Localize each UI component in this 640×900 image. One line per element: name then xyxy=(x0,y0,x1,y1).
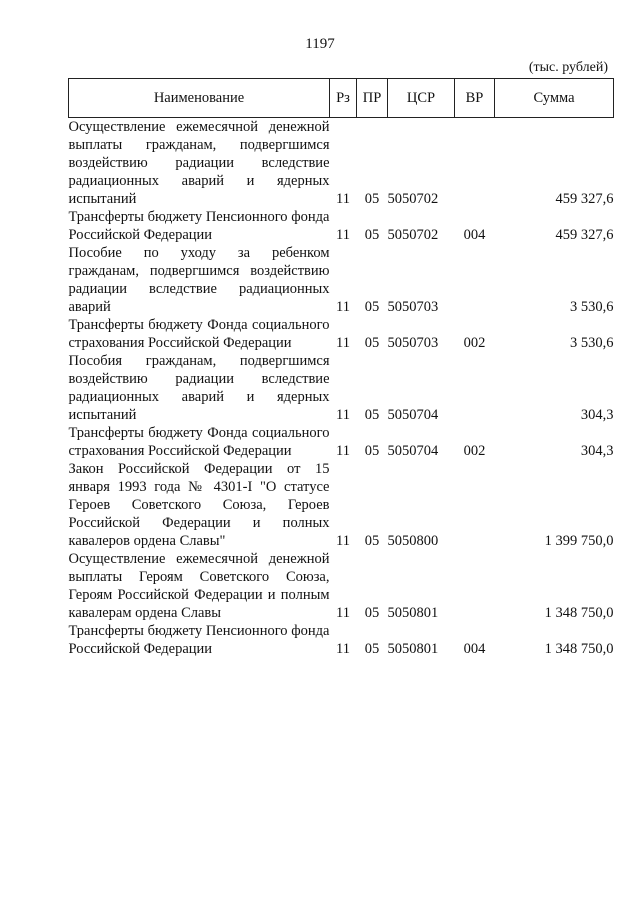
row-vr: 002 xyxy=(463,335,486,351)
row-pr: 05 xyxy=(364,335,380,351)
row-csr: 5050703 xyxy=(387,335,439,351)
row-pr: 05 xyxy=(364,407,380,423)
row-sum: 459 327,6 xyxy=(555,191,614,207)
row-name: Закон Российской Федерации от 15 января 1993 года № 4301-I "О статусе Героев Советского Союза, Героев Российской Федерации и полных кавалеров ордена Славы" xyxy=(68,461,330,549)
budget-table xyxy=(68,78,614,658)
row-csr: 5050703 xyxy=(387,299,439,315)
row-name: Осуществление ежемесячной денежной выплаты гражданам, подвергшимся воздействию радиации вследствие радиационных аварий и ядерных испытаний xyxy=(68,119,330,207)
header-name: Наименование xyxy=(69,79,330,118)
table-row xyxy=(69,550,614,622)
table-row xyxy=(69,460,614,550)
row-sum: 1 348 750,0 xyxy=(544,641,614,657)
row-name: Трансферты бюджету Фонда социального страхования Российской Федерации xyxy=(68,317,330,351)
row-vr xyxy=(455,118,495,209)
row-rz: 11 xyxy=(336,641,350,657)
row-pr: 05 xyxy=(364,641,380,657)
page-number: 1197 xyxy=(305,36,335,52)
table-row xyxy=(69,208,614,244)
row-vr xyxy=(455,244,495,316)
row-name: Трансферты бюджету Фонда социального страхования Российской Федерации xyxy=(68,425,330,459)
row-sum: 304,3 xyxy=(580,443,614,459)
row-pr: 05 xyxy=(364,299,380,315)
row-name: Трансферты бюджету Пенсионного фонда Российской Федерации xyxy=(68,209,330,243)
row-rz: 11 xyxy=(336,605,350,621)
row-csr: 5050801 xyxy=(387,605,439,621)
row-csr: 5050801 xyxy=(387,641,439,657)
table-row xyxy=(69,118,614,209)
row-pr: 05 xyxy=(364,605,380,621)
row-vr: 004 xyxy=(463,641,486,657)
row-name: Пособия гражданам, подвергшимся воздействию радиации вследствие радиационных аварий и ядерных испытаний xyxy=(68,353,330,423)
row-name: Пособие по уходу за ребенком гражданам, подвергшимся воздействию радиации вследствие радиационных аварий xyxy=(68,245,330,315)
row-sum: 3 530,6 xyxy=(570,299,614,315)
row-sum: 304,3 xyxy=(580,407,614,423)
row-sum: 459 327,6 xyxy=(555,227,614,243)
row-pr: 05 xyxy=(364,227,380,243)
row-name: Осуществление ежемесячной денежной выплаты Героям Советского Союза, Героям Российской Федерации и полным кавалерам ордена Славы xyxy=(68,551,330,621)
row-csr: 5050800 xyxy=(387,533,439,549)
row-pr: 05 xyxy=(364,191,380,207)
header-pr: ПР xyxy=(357,79,388,118)
row-vr: 004 xyxy=(463,227,486,243)
row-rz: 11 xyxy=(336,227,350,243)
table-row xyxy=(69,244,614,316)
units-label: (тыс. рублей) xyxy=(528,60,608,75)
header-vr: ВР xyxy=(455,79,495,118)
row-pr: 05 xyxy=(364,443,380,459)
row-rz: 11 xyxy=(336,299,350,315)
row-csr: 5050704 xyxy=(387,443,439,459)
row-csr: 5050702 xyxy=(387,191,439,207)
row-vr xyxy=(455,352,495,424)
row-csr: 5050704 xyxy=(387,407,439,423)
row-pr: 05 xyxy=(364,533,380,549)
row-vr xyxy=(455,550,495,622)
table-row xyxy=(69,424,614,460)
row-rz: 11 xyxy=(336,443,350,459)
row-sum: 1 399 750,0 xyxy=(544,533,614,549)
row-sum: 3 530,6 xyxy=(570,335,614,351)
row-rz: 11 xyxy=(336,191,350,207)
header-rz: Рз xyxy=(330,79,357,118)
row-rz: 11 xyxy=(336,407,350,423)
row-vr xyxy=(455,460,495,550)
row-rz: 11 xyxy=(336,335,350,351)
table-header-row xyxy=(69,79,614,118)
row-csr: 5050702 xyxy=(387,227,439,243)
row-name: Трансферты бюджету Пенсионного фонда Российской Федерации xyxy=(68,623,330,657)
table-row xyxy=(69,316,614,352)
header-csr: ЦСР xyxy=(388,79,455,118)
row-rz: 11 xyxy=(336,533,350,549)
table-row xyxy=(69,352,614,424)
row-vr: 002 xyxy=(463,443,486,459)
row-sum: 1 348 750,0 xyxy=(544,605,614,621)
header-sum: Сумма xyxy=(495,79,614,118)
table-row xyxy=(69,622,614,658)
